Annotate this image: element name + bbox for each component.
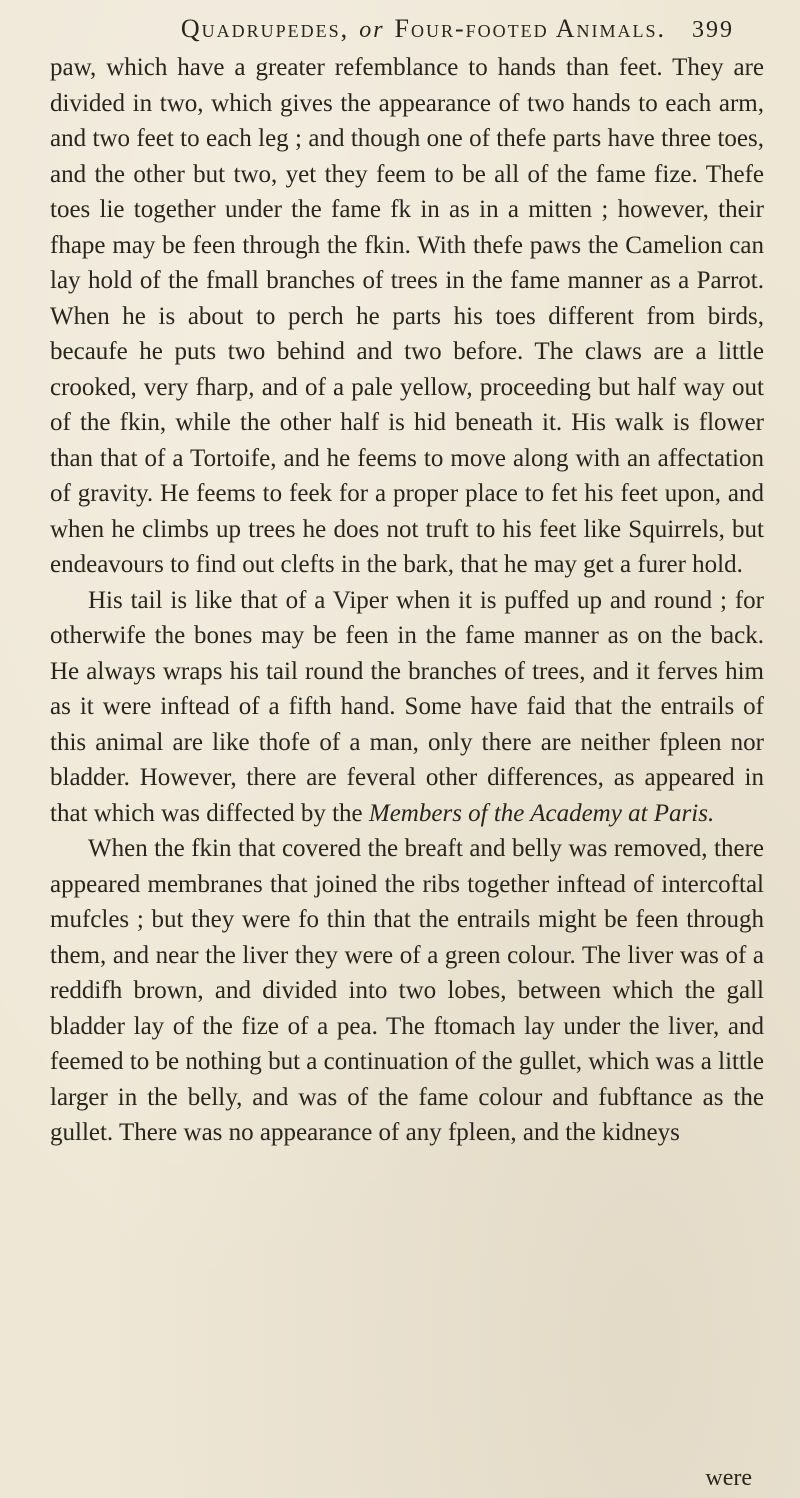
paragraph-1-text: paw, which have a greater refemblance to hands than feet. They are divided in two, which gives the appearance of two hands to each arm, and two feet to each leg ; and though one of thefe parts have three toes, and the other but two, yet they feem to be all of the fame fize. Thefe toes lie together under the fame fk in as in a mitten ; however, their fhape may be feen through the fkin. With thefe paws the Camelion can lay hold of the fmall branches of trees in the fame manner as a Parrot. When he is about to perch he parts his toes different from birds, becaufe he puts two behind and two before. The claws are a little crooked, very fharp, and of a pale yellow, proceeding but half way out of the fkin, while the other half is hid beneath it. His walk is flower than that of a Tortoife, and he feems to move along with an affectation of gravity. He feems to feek for a proper place to fet his feet upon, and when he climbs up trees he does not truft to his feet like Squirrels, but endeavours to find out clefts in the bark, that he may get a furer hold. <box>50 54 764 578</box>
running-head <box>50 14 764 48</box>
paragraph-2-italic-reference: Members of the Academy at Paris. <box>368 799 715 827</box>
running-head-title-part1: Quadrupedes, <box>180 14 350 43</box>
running-head-title-part2: Four-footed Animals. <box>394 14 666 43</box>
paragraph-3 <box>50 831 764 1151</box>
paragraph-2 <box>50 583 764 832</box>
paragraph-3-text: When the fkin that covered the breaft and belly was removed, there appeared membranes that joined the ribs together inftead of intercoftal mufcles ; but they were fo thin that the entrails might be feen through them, and near the liver they were of a green colour. The liver was of a reddifh brown, and divided into two lobes, between which the gall bladder lay of the fize of a pea. The ftomach lay under the liver, and feemed to be nothing but a continuation of the gullet, which was a little larger in the belly, and was of the fame colour and fubftance as the gullet. There was no appearance of any fpleen, and the kidneys <box>50 835 764 1146</box>
catchword: were <box>705 1465 752 1491</box>
running-head-or: or <box>359 17 385 43</box>
page-number: 399 <box>692 17 734 43</box>
paragraph-1 <box>50 50 764 583</box>
body-text <box>50 50 764 1151</box>
paragraph-2-text: His tail is like that of a Viper when it is puffed up and round ; for otherwife the bones may be feen in the fame manner as on the back. He always wraps his tail round the branches of trees, and it ferves him as it were inftead of a fifth hand. Some have faid that the entrails of this animal are like thofe of a man, only there are neither fpleen nor bladder. However, there are feveral other differences, as appeared in that which was diffected by the <box>50 586 764 827</box>
